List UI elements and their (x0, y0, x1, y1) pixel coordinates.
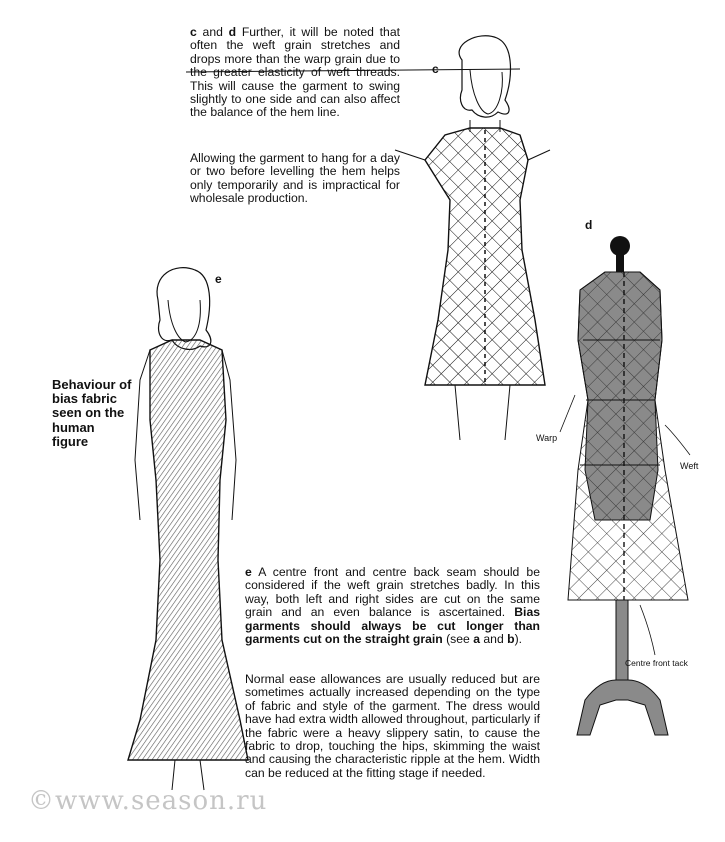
centre-front-tack-label: Centre front tack (625, 658, 688, 668)
weft-label: Weft (680, 461, 699, 471)
letter-e: e (245, 565, 252, 579)
paragraph-hanging (190, 152, 400, 206)
figure-d-label: d (585, 218, 593, 232)
paragraph-ease (245, 673, 540, 780)
paragraph-c-d (190, 26, 400, 120)
paragraph-e-see: (see (442, 632, 474, 647)
figure-c-dress (395, 36, 550, 440)
letter-d: d (228, 25, 237, 39)
paragraph-e-and: and (480, 632, 508, 647)
watermark: ©www.season.ru (28, 786, 268, 816)
figure-e-bias-dress (128, 268, 248, 790)
paragraph-e-bold: Bias garments should always be cut longer than garments cut on the straight grain (245, 605, 540, 647)
figure-e-label: e (215, 272, 222, 286)
ref-a: a (473, 632, 480, 647)
paragraph-ease-text: Normal ease allowances are usually reduced but are sometimes actually increased depending on the type of fabric and style of the garment. The dress would have had extra width allowed throughout, particularly if the fabric were a heavy slippery satin, to cause the fabric to drop, touching the hips, skimming the waist and causing the characteristic ripple at the hem. Width can be reduced at the fitting stage if needed. (245, 672, 540, 780)
paragraph-e (245, 566, 540, 646)
warp-label: Warp (536, 433, 558, 443)
paragraph-c-body: Further, it will be noted that often the weft grain stretches and drops more than the warp grain due to the greater elasticity of weft threads. This will cause the garment to swing slightly to one side and can also affect the balance of the hem line. (190, 25, 400, 120)
side-heading: Behaviour of bias fabric seen on the human figure (52, 377, 132, 449)
ref-b: b (507, 632, 515, 647)
paragraph-e-close: ). (514, 632, 523, 647)
paragraph-e-body: A centre front and centre back seam should be considered if the weft grain stretches badly. In this way, both left and right sides are cut on the same grain and an even balance is ascertained. (245, 565, 540, 620)
letter-c: c (190, 25, 197, 39)
and-word: and (196, 25, 229, 39)
paragraph-hanging-text: Allowing the garment to hang for a day or two before levelling the hem helps only temporarily and is impractical for wholesale production. (190, 151, 400, 206)
figure-c-label: c (432, 62, 439, 76)
